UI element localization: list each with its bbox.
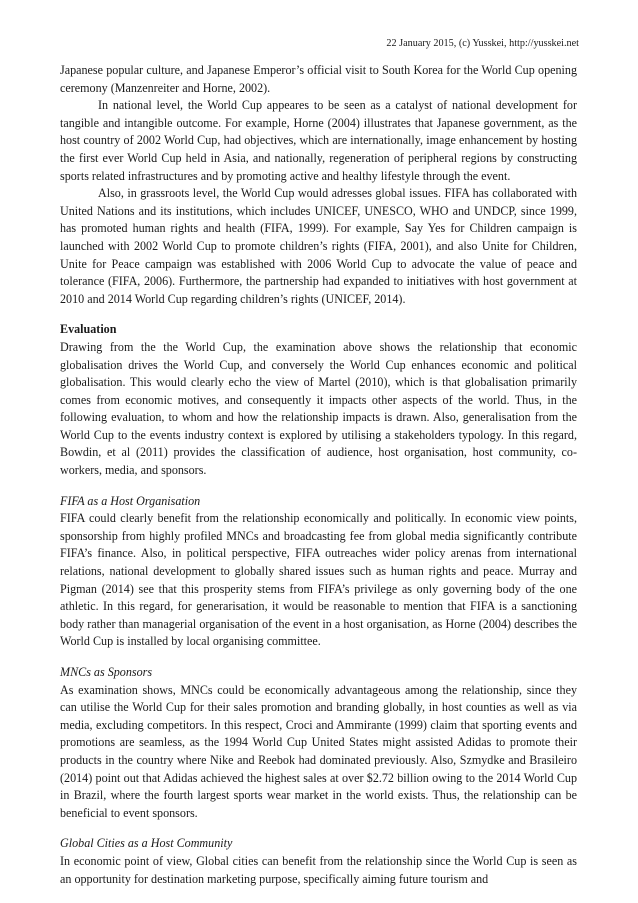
intro-paragraph-3: Also, in grassroots level, the World Cup would adresses global issues. FIFA has collaborated with United Nations and its institutions, which includes UNICEF, UNESCO, WHO and UNDCP, since 1999, has promoted human rights and health (FIFA, 1999). For example, Say Yes for Children campaign is launched with 2002 World Cup to promote children’s rights (FIFA, 2001), and also Unite for Children, Unite for Peace campaign was established with 2006 World Cup to advocate the value of peace and tolerance (FIFA, 2006). Furthermore, the partnership had expanded to initiatives with host government at 2010 and 2014 World Cup regarding children’s rights (UNICEF, 2014). <box>60 186 577 306</box>
document-body <box>60 62 577 888</box>
fifa-section-heading: FIFA as a Host Organisation <box>60 493 201 508</box>
mncs-section-heading: MNCs as Sponsors <box>60 665 153 679</box>
page-header: 22 January 2015, (c) Yusskei, http://yusskei.net <box>386 38 579 49</box>
global-cities-section-heading: Global Cities as a Host Community <box>60 836 233 851</box>
mncs-section-paragraph: As examination shows, MNCs could be economically advantageous among the relationship, since they can utilise the World Cup for their sales promotion and branding globally, in host counties as well as via media, excluding competitors. In this respect, Croci and Ammirante (1999) claim that sporting events and promotions are seamless, as the 1994 World Cup United States might assisted Adidas to promote their products in the country where Nike and Reebok had dominated previously. Also, Szmydke and Brasileiro (2014) point out that Adidas achieved the highest sales at over $2.72 billion owing to the 2014 World Cup in Brazil, where the fourth largest sports wear market in the world exists. Thus, the relationship can be beneficial to event sponsors. <box>60 682 577 820</box>
fifa-section-paragraph: FIFA could clearly benefit from the relationship economically and politically. In economic view points, sponsorship from highly profiled MNCs and broadcasting fee from global media significantly contribute FIFA’s finance. Also, in political perspective, FIFA outreaches wider policy arenas from international relations, national development to globally shared issues such as human rights and peace. Murray and Pigman (2014) see that this prosperity stems from FIFA’s privilege as only governing body of the one athletic. In this regard, for generarisation, it would be reasonable to mention that FIFA is a sanctioning body rather than managerial organisation of the event in a host organisation, as Horne (2004) describes the World Cup is installed by local organising committee. <box>60 511 577 649</box>
evaluation-heading: Evaluation <box>60 322 117 337</box>
intro-paragraph-1: Japanese popular culture, and Japanese Emperor’s official visit to South Korea for the World Cup opening ceremony (Manzenreiter and Horne, 2002). <box>60 63 577 95</box>
evaluation-paragraph: Drawing from the the World Cup, the examination above shows the relationship that economic globalisation drives the World Cup, and conversely the World Cup enhances economic and political globalisation. This would clearly echo the view of Martel (2010), which is that globalisation primarily comes from economic motives, and consequently it impacts other aspects of the world. Thus, in the following evaluation, to whom and how the relationship impacts is drawn. Also, generalisation from the World Cup to the events industry context is explored by utilising a stakeholders typology. In this regard, Bowdin, et al (2011) provides the classification of audience, host organisation, host community, co-workers, media, and sponsors. <box>60 339 577 478</box>
global-cities-section-paragraph: In economic point of view, Global cities can benefit from the relationship since the World Cup is seen as an opportunity for destination marketing purpose, specifically aiming future tourism and <box>60 853 577 886</box>
intro-paragraph-2: In national level, the World Cup appeares to be seen as a catalyst of national development for tangible and intangible outcome. For example, Horne (2004) illustrates that Japanese government, as the host country of 2002 World Cup, had objectives, which are internationally, image enhancement by hosting the first ever World Cup held in Asia, and nationally, regeneration of peripheral regions by constructing sports related infrastructures and by promoting active and healthy lifestyle through the event. <box>60 98 577 183</box>
